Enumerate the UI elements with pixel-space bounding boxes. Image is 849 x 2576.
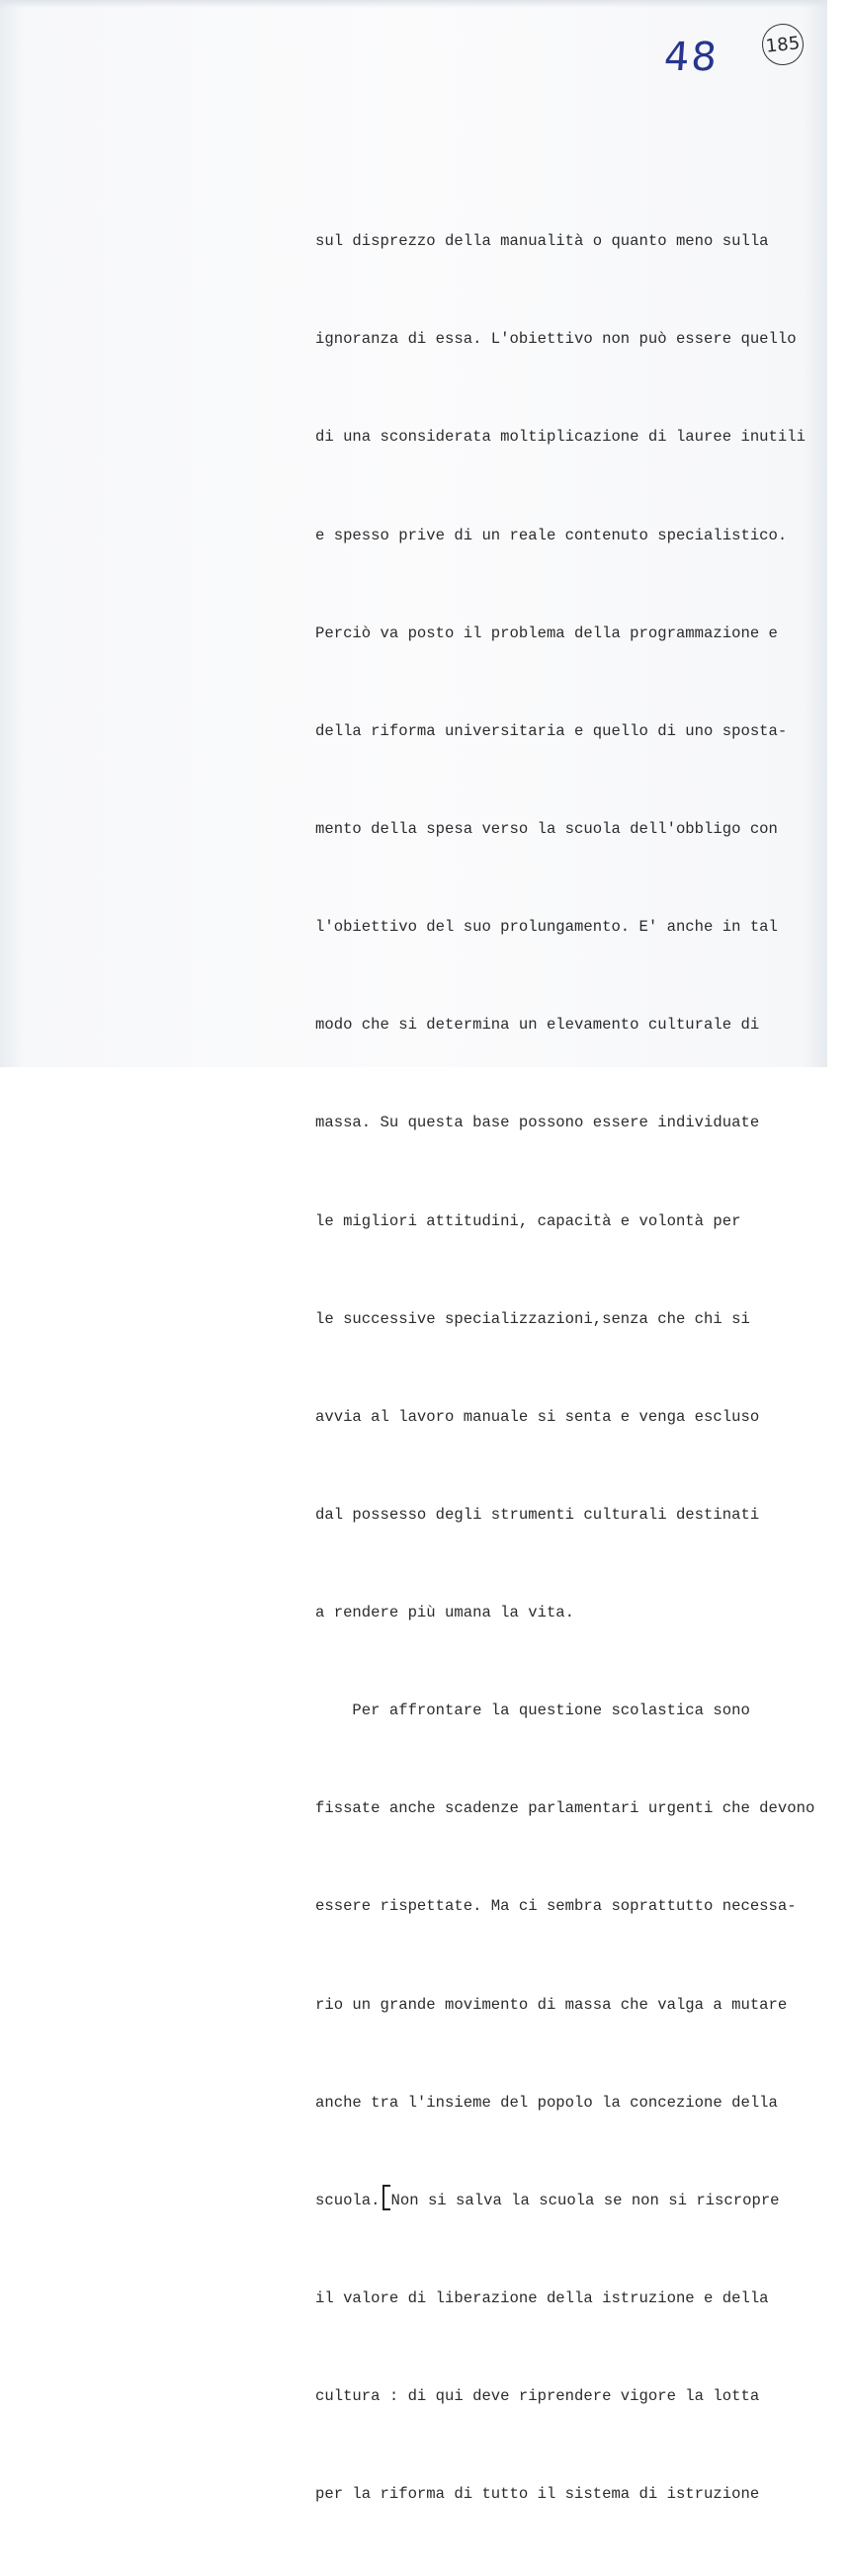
page-edge-shadow xyxy=(0,0,827,8)
text-line: massa. Su questa base possono essere individuate xyxy=(315,1114,760,1132)
text-line: modo che si determina un elevamento culturale di xyxy=(315,1016,760,1035)
text-line: della riforma universitaria e quello di uno sposta- xyxy=(315,721,788,740)
text-line: anche tra l'insieme del popolo la concezione della xyxy=(315,2093,778,2112)
text-line: il valore di liberazione della istruzione e della xyxy=(315,2289,769,2308)
text-line: di una sconsiderata moltiplicazione di lauree inutili xyxy=(315,428,806,447)
archive-stamp xyxy=(760,22,806,67)
sentence-end: scuola. xyxy=(315,2191,381,2209)
text-line: Perciò va posto il problema della programmazione e xyxy=(315,623,778,642)
text-line: le successive specializzazioni,senza che chi si xyxy=(315,1309,750,1328)
typewritten-body xyxy=(315,160,849,2576)
text-line: avvia al lavoro manuale si senta e venga escluso xyxy=(315,1407,760,1426)
text-line: dal possesso degli strumenti culturali destinati xyxy=(315,1505,760,1524)
text-line: l'obiettivo del suo prolungamento. E' anche in tal xyxy=(315,918,778,937)
text-line: le migliori attitudini, capacità e volontà per xyxy=(315,1211,741,1230)
text-line: mento della spesa verso la scuola dell'obbligo con xyxy=(315,819,778,838)
handwritten-page-number: 48 xyxy=(662,35,721,80)
text-line: e spesso prive di un reale contenuto specialistico. xyxy=(315,526,788,544)
handwritten-bracket-mark xyxy=(382,2185,390,2210)
text-line: rio un grande movimento di massa che valga a mutare xyxy=(315,1995,788,2014)
sentence-start: Non si salva la scuola se non si riscropre xyxy=(390,2191,780,2209)
text-line: ignoranza di essa. L'obiettivo non può essere quello xyxy=(315,330,797,349)
text-line: essere rispettate. Ma ci sembra soprattutto necessa- xyxy=(315,1897,797,1916)
text-line: a rendere più umana la vita. xyxy=(315,1604,575,1622)
archive-stamp-number: 185 xyxy=(764,32,802,57)
text-line: Per affrontare la questione scolastica sono xyxy=(315,1702,750,1720)
text-line: per la riforma di tutto il sistema di istruzione xyxy=(315,2485,760,2504)
text-line: sul disprezzo della manualità o quanto meno sulla xyxy=(315,232,769,251)
text-line: fissate anche scadenze parlamentari urgenti che devono xyxy=(315,1799,815,1818)
text-line-with-bracket xyxy=(315,2185,849,2217)
text-line: cultura : di qui deve riprendere vigore la lotta xyxy=(315,2387,760,2406)
